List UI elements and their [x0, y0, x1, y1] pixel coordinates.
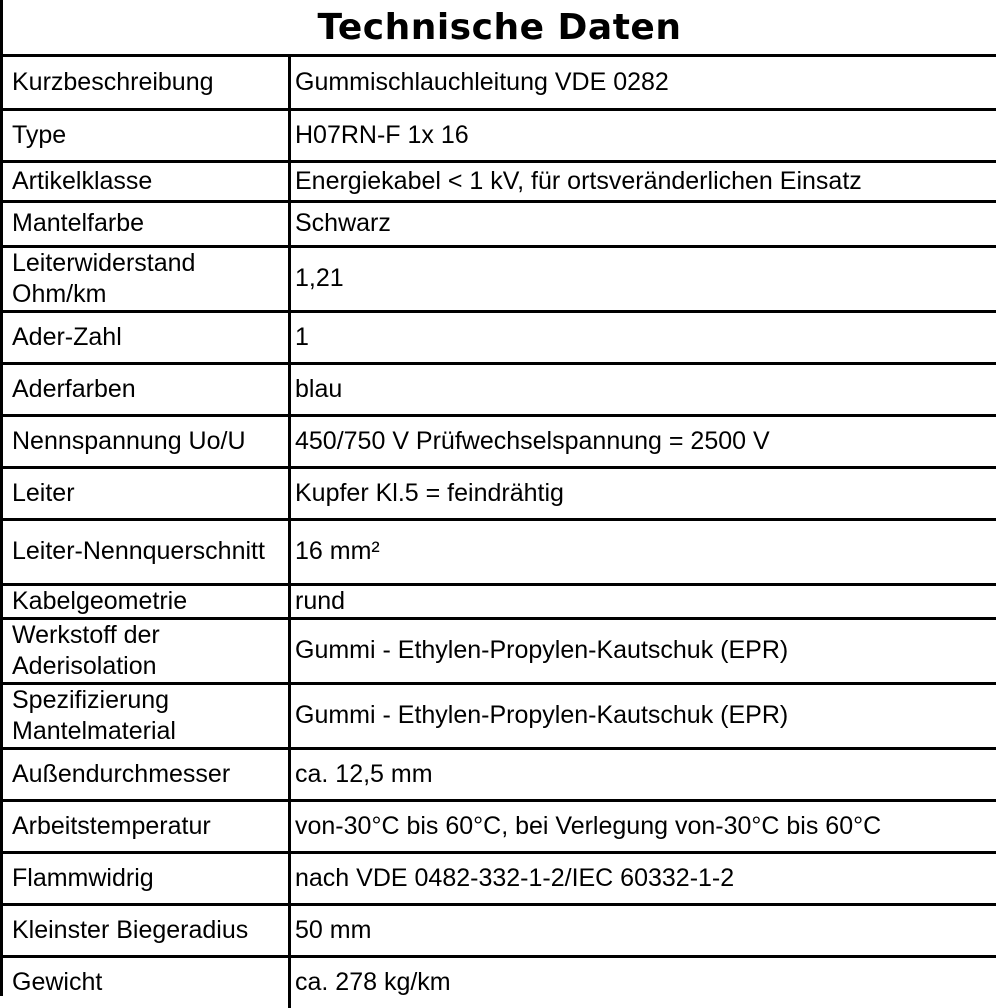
row-value: 450/750 V Prüfwechselspannung = 2500 V: [290, 415, 996, 467]
row-label: Ader-Zahl: [3, 311, 290, 363]
table-row: [3, 519, 996, 584]
row-label: Nennspannung Uo/U: [3, 415, 290, 467]
row-value: Gummi - Ethylen-Propylen-Kautschuk (EPR): [290, 618, 996, 683]
table-row: [3, 415, 996, 467]
row-label: Kleinster Biegeradius: [3, 904, 290, 956]
row-value: 50 mm: [290, 904, 996, 956]
row-label: Außendurchmesser: [3, 748, 290, 800]
row-label: Leiterwiderstand Ohm/km: [3, 246, 290, 311]
row-value: Schwarz: [290, 201, 996, 246]
row-label: Leiter-Nennquerschnitt: [3, 519, 290, 584]
row-value: nach VDE 0482-332-1-2/IEC 60332-1-2: [290, 852, 996, 904]
table-row: [3, 748, 996, 800]
table-row: [3, 618, 996, 683]
row-value: 16 mm²: [290, 519, 996, 584]
row-label: Flammwidrig: [3, 852, 290, 904]
table-row: [3, 363, 996, 415]
row-label: Spezifizierung Mantelmaterial: [3, 683, 290, 748]
row-value: Gummi - Ethylen-Propylen-Kautschuk (EPR): [290, 683, 996, 748]
table-row: [3, 201, 996, 246]
row-value: von-30°C bis 60°C, bei Verlegung von-30°C bis 60°C: [290, 800, 996, 852]
row-label: Mantelfarbe: [3, 201, 290, 246]
table-row: [3, 57, 996, 109]
table-row: [3, 161, 996, 201]
table-row: [3, 683, 996, 748]
row-value: 1: [290, 311, 996, 363]
table-row: [3, 852, 996, 904]
row-label: Type: [3, 109, 290, 161]
row-value: ca. 12,5 mm: [290, 748, 996, 800]
table-row: [3, 246, 996, 311]
row-value: Kupfer Kl.5 = feindrähtig: [290, 467, 996, 519]
row-label: Gewicht: [3, 956, 290, 1008]
table-row: [3, 904, 996, 956]
row-label: Aderfarben: [3, 363, 290, 415]
row-label: Kabelgeometrie: [3, 584, 290, 618]
row-label: Leiter: [3, 467, 290, 519]
row-value: 1,21: [290, 246, 996, 311]
table-row: [3, 311, 996, 363]
row-label: Kurzbeschreibung: [3, 57, 290, 109]
table-row: [3, 584, 996, 618]
row-value: ca. 278 kg/km: [290, 956, 996, 1008]
table-row: [3, 800, 996, 852]
row-label: Arbeitstemperatur: [3, 800, 290, 852]
row-value: Gummischlauchleitung VDE 0282: [290, 57, 996, 109]
table-row: [3, 956, 996, 1008]
row-label: Artikelklasse: [3, 161, 290, 201]
row-label: Werkstoff der Aderisolation: [3, 618, 290, 683]
table-row: [3, 109, 996, 161]
table-row: [3, 467, 996, 519]
row-value: blau: [290, 363, 996, 415]
row-value: rund: [290, 584, 996, 618]
row-value: H07RN-F 1x 16: [290, 109, 996, 161]
spec-table: [3, 57, 996, 1008]
row-value: Energiekabel < 1 kV, für ortsveränderlichen Einsatz: [290, 161, 996, 201]
page-title: Technische Daten: [3, 0, 996, 57]
